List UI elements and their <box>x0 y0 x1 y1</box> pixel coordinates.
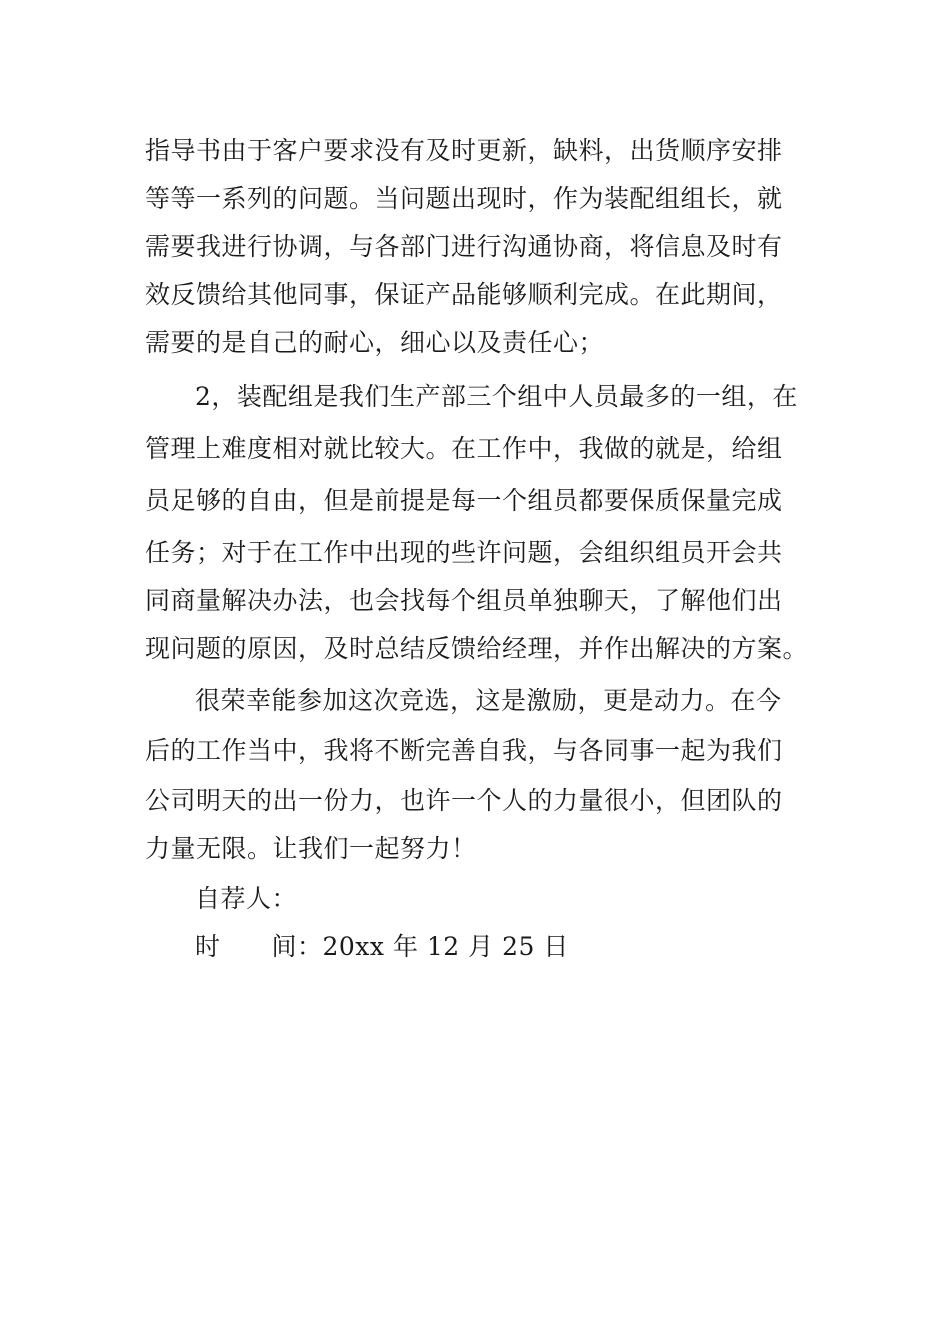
body-line: 管理上难度相对就比较大。在工作中，我做的就是，给组 <box>145 434 783 463</box>
body-line: 等等一系列的问题。当问题出现时，作为装配组组长，就 <box>145 184 783 213</box>
body-line: 后的工作当中，我将不断完善自我，与各同事一起为我们 <box>145 736 783 765</box>
body-line: 效反馈给其他同事，保证产品能够顺利完成。在此期间， <box>145 280 783 309</box>
body-line: 公司明天的出一份力，也许一个人的力量很小，但团队的 <box>145 786 783 815</box>
paragraph-start-line: 很荣幸能参加这次竞选，这是激励，更是动力。在今 <box>195 686 782 715</box>
body-line: 需要的是自己的耐心，细心以及责任心； <box>145 328 605 357</box>
paragraph-start-line: 2，装配组是我们生产部三个组中人员最多的一组，在 <box>195 382 798 411</box>
body-line: 任务；对于在工作中出现的些许问题，会组织组员开会共 <box>145 538 783 567</box>
signature-label: 自荐人： <box>195 884 298 913</box>
body-line: 力量无限。让我们一起努力！ <box>145 834 477 863</box>
body-line: 员足够的自由，但是前提是每一个组员都要保质保量完成 <box>145 486 783 515</box>
body-line: 需要我进行协调，与各部门进行沟通协商，将信息及时有 <box>145 232 783 261</box>
body-line: 指导书由于客户要求没有及时更新，缺料，出货顺序安排 <box>145 136 783 165</box>
body-line: 现问题的原因，及时总结反馈给经理，并作出解决的方案。 <box>145 634 809 663</box>
body-line: 同商量解决办法，也会找每个组员单独聊天，了解他们出 <box>145 586 783 615</box>
date-line: 时 间：20xx 年 12 月 25 日 <box>195 932 569 961</box>
